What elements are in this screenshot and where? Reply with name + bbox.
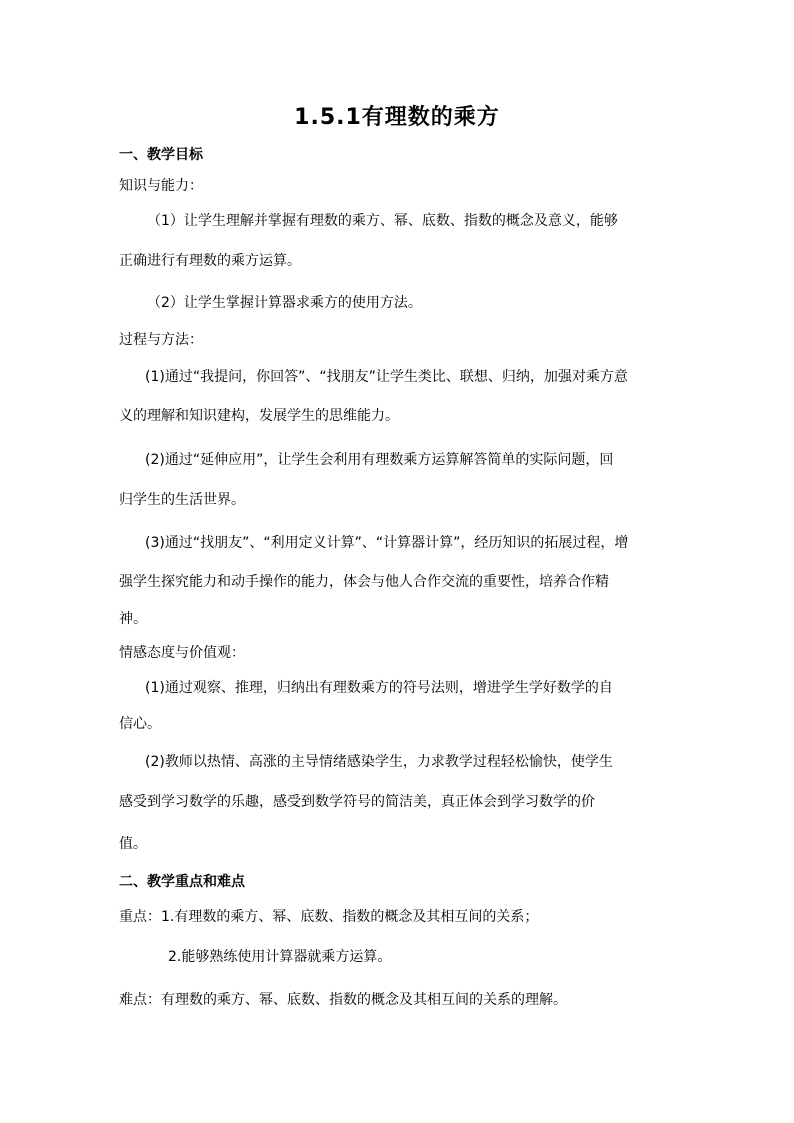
paragraph-line: 神。 [119, 611, 147, 627]
paragraph-line: (3)通过“找朋友”、“利用定义计算”、“计算器计算”，经历知识的拓展过程，增 [145, 535, 629, 551]
paragraph-line: 难点：有理数的乘方、幂、底数、指数的概念及其相互间的关系的理解。 [119, 992, 567, 1008]
paragraph-line: 归学生的生活世界。 [119, 492, 245, 508]
paragraph-line: 值。 [119, 836, 147, 852]
paragraph-line: 感受到学习数学的乐趣，感受到数学符号的简洁美，真正体会到学习数学的价 [119, 794, 595, 810]
paragraph-line: 义的理解和知识建构，发展学生的思维能力。 [119, 408, 399, 424]
paragraph-line: 重点：1.有理数的乘方、幂、底数、指数的概念及其相互间的关系； [119, 909, 539, 925]
paragraph-line: 强学生探究能力和动手操作的能力，体会与他人合作交流的重要性，培养合作精 [119, 574, 609, 590]
paragraph-line: 信心。 [119, 716, 161, 732]
document-title: 1.5.1有理数的乘方 [294, 105, 500, 130]
section-heading-teaching-goals: 一、教学目标 [119, 147, 203, 163]
section-heading-key-difficult-points: 二、教学重点和难点 [119, 874, 245, 890]
paragraph-line: 2.能够熟练使用计算器就乘方运算。 [168, 949, 392, 965]
paragraph-line: (2)教师以热情、高涨的主导情绪感染学生，力求教学过程轻松愉快，使学生 [145, 754, 613, 770]
paragraph-line: (2)通过“延伸应用”，让学生会利用有理数乘方运算解答简单的实际问题，回 [145, 452, 614, 468]
paragraph-line: (1)通过观察、推理，归纳出有理数乘方的符号法则，增进学生学好数学的自 [145, 680, 613, 696]
paragraph-line: (1)通过“我提问，你回答”、“找朋友”让学生类比、联想、归纳，加强对乘方意 [145, 369, 628, 385]
paragraph-line: （2）让学生掌握计算器求乘方的使用方法。 [147, 295, 422, 311]
subheading-process-method: 过程与方法： [119, 332, 203, 348]
paragraph-line: （1）让学生理解并掌握有理数的乘方、幂、底数、指数的概念及意义，能够 [147, 213, 618, 229]
subheading-knowledge-ability: 知识与能力： [119, 178, 203, 194]
subheading-emotion-attitude-values: 情感态度与价值观： [119, 645, 245, 661]
paragraph-line: 正确进行有理数的乘方运算。 [119, 253, 301, 269]
